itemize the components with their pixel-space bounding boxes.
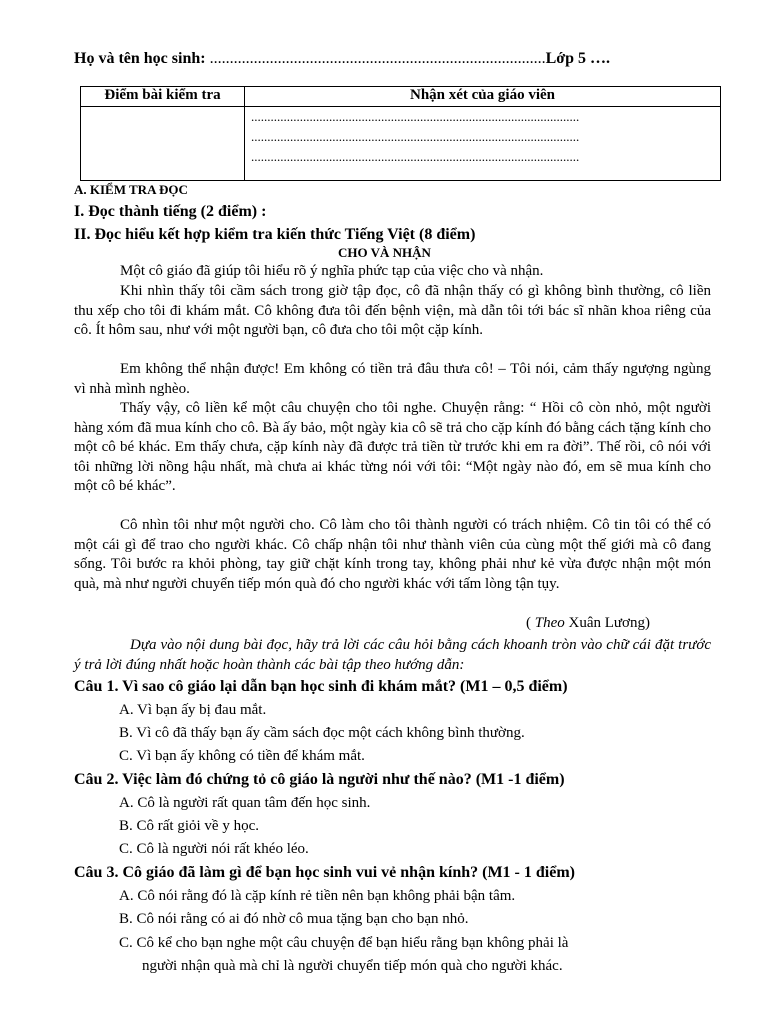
score-table xyxy=(80,86,721,181)
comment-dots-line: ..................................................................................................... xyxy=(251,109,580,124)
q3-option-b[interactable]: B. Cô nói rằng có ai đó nhờ cô mua tặng bạn cho bạn nhỏ. xyxy=(119,911,469,927)
q2-option-a[interactable]: A. Cô là người rất quan tâm đến học sinh. xyxy=(119,795,371,811)
question-1: Câu 1. Vì sao cô giáo lại dẫn bạn học sinh đi khám mắt? (M1 – 0,5 điểm) xyxy=(74,678,568,695)
story-paragraph: Cô nhìn tôi như một người cho. Cô làm cho tôi thành người có trách nhiệm. Cô tin tôi có thể có một cái gì để trao cho người khác. Cô chấp nhận tôi như thành viên của cùng một thế giới mà cô đang sống. Tôi bước ra khỏi phòng, tay giữ chặt kính trong tay, không phải như kẻ vừa được nhận một món quà, mà như người chuyển tiếp món quà đó cho người khác với tấm lòng tận tụy. xyxy=(74,517,711,592)
comment-header: Nhận xét của giáo viên xyxy=(245,87,721,107)
comment-dots-line: ..................................................................................................... xyxy=(251,149,580,164)
story-paragraph: Thấy vậy, cô liền kể một câu chuyện cho tôi nghe. Chuyện rằng: “ Hồi cô còn nhỏ, một người hàng xóm đã mua kính cho cô. Bà ấy bảo, một ngày kia cô sẽ trả cho cặp kính đó bằng cách tặng kính cho một cô bé khác. Em thấy chưa, cặp kính này đã được trả tiền từ trước khi em ra đời”. Thế rồi, cô nói với tôi những lời nồng hậu nhất, mà chưa ai khác từng nói với tôi: “Một ngày nào đó, em sẽ mua kính cho một cô bé khác”. xyxy=(74,400,711,494)
comment-dots-line: ..................................................................................................... xyxy=(251,129,580,144)
instruction: Dựa vào nội dung bài đọc, hãy trả lời các câu hỏi bằng cách khoanh tròn vào chữ cái đặt trước ý trả lời đúng nhất hoặc hoàn thành các bài tập theo hướng dẫn: xyxy=(74,637,711,673)
student-name-dots: .................................................................................... xyxy=(209,50,546,67)
student-name-line xyxy=(74,50,610,68)
q3-option-c[interactable]: C. Cô kể cho bạn nghe một câu chuyện để bạn hiểu rằng bạn không phải là xyxy=(119,935,569,951)
student-name-label: Họ và tên học sinh: xyxy=(74,50,210,67)
part2-heading: II. Đọc hiểu kết hợp kiểm tra kiến thức Tiếng Việt (8 điểm) xyxy=(74,226,476,243)
question-3: Câu 3. Cô giáo đã làm gì để bạn học sinh vui vẻ nhận kính? (M1 - 1 điểm) xyxy=(74,864,575,881)
story-title: CHO VÀ NHẬN xyxy=(338,245,431,260)
q2-option-b[interactable]: B. Cô rất giỏi về y học. xyxy=(119,818,259,834)
story-paragraph: Một cô giáo đã giúp tôi hiểu rõ ý nghĩa phức tạp của việc cho và nhận. xyxy=(120,263,544,279)
question-2: Câu 2. Việc làm đó chứng tỏ cô giáo là người như thế nào? (M1 -1 điểm) xyxy=(74,771,565,788)
section-a-heading: A. KIỂM TRA ĐỌC xyxy=(74,182,188,197)
q3-option-a[interactable]: A. Cô nói rằng đó là cặp kính rẻ tiền nên bạn không phải bận tâm. xyxy=(119,888,516,904)
part1-heading: I. Đọc thành tiếng (2 điểm) : xyxy=(74,203,267,220)
score-cell xyxy=(81,107,245,181)
comment-cell xyxy=(245,107,721,181)
q1-option-b[interactable]: B. Vì cô đã thấy bạn ấy cầm sách đọc một cách không bình thường. xyxy=(119,725,525,741)
source-citation: ( Theo Xuân Lương) xyxy=(526,615,650,631)
story-paragraph: Em không thể nhận được! Em không có tiền trả đâu thưa cô! – Tôi nói, cảm thấy ngượng ngùng vì nhà mình nghèo. xyxy=(74,361,711,397)
q2-option-c[interactable]: C. Cô là người nói rất khéo léo. xyxy=(119,841,309,857)
q3-option-c-continuation: người nhận quà mà chỉ là người chuyển tiếp món quà cho người khác. xyxy=(142,958,563,974)
score-header: Điểm bài kiểm tra xyxy=(81,87,245,107)
story-paragraph: Khi nhìn thấy tôi cầm sách trong giờ tập đọc, cô đã nhận thấy có gì không bình thường, cô liền thu xếp cho tôi đi khám mắt. Cô không đưa tôi đến bệnh viện, mà dẫn tôi tới bác sĩ nhãn khoa riêng của cô. Ít hôm sau, như với một người bạn, cô đưa cho tôi một cặp kính. xyxy=(74,283,711,338)
q1-option-c[interactable]: C. Vì bạn ấy không có tiền để khám mắt. xyxy=(119,748,365,764)
q1-option-a[interactable]: A. Vì bạn ấy bị đau mắt. xyxy=(119,702,267,718)
class-label: Lớp 5 …. xyxy=(545,50,611,67)
